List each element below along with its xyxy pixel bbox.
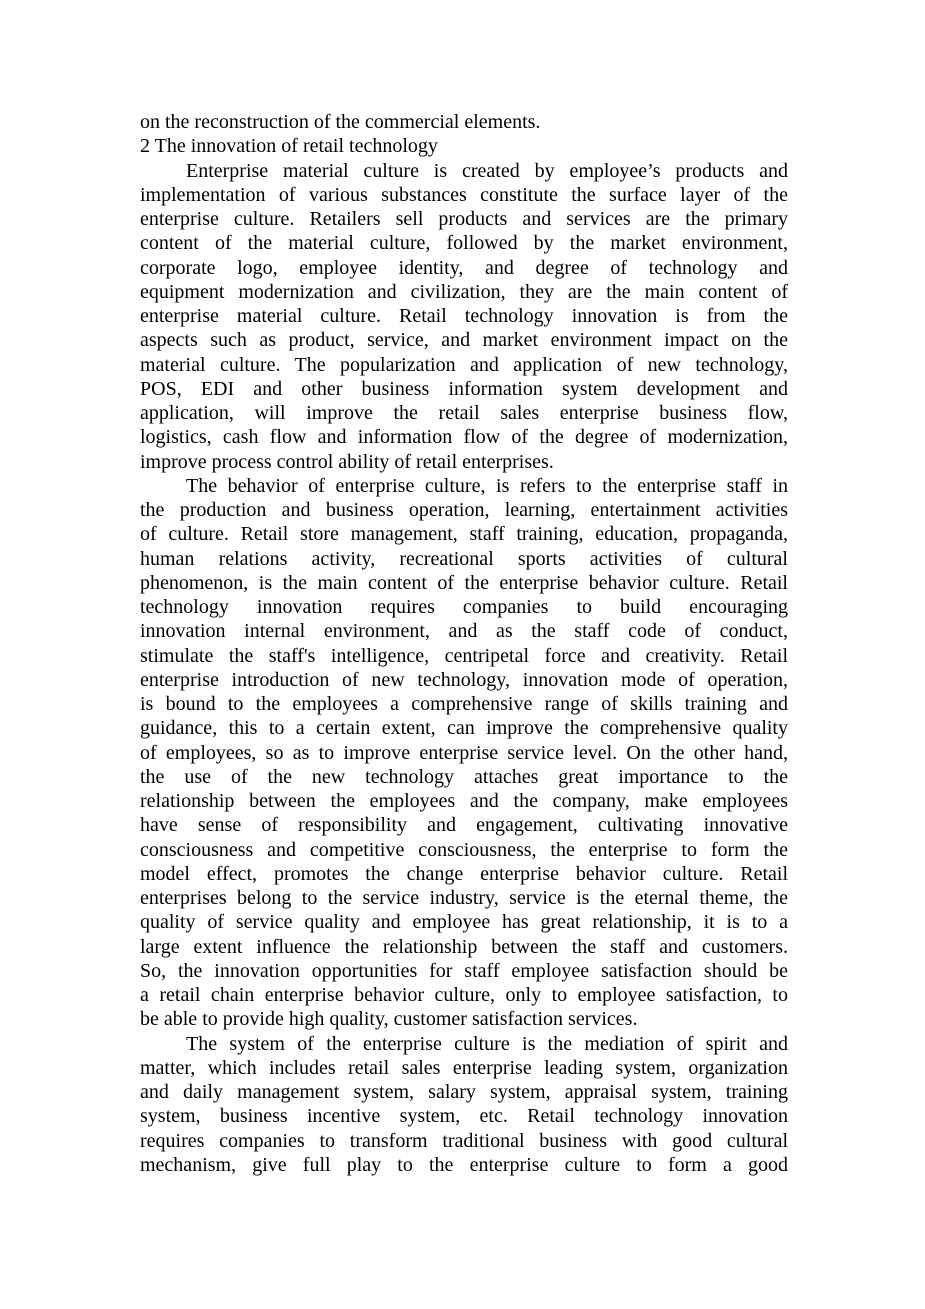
paragraph-line: enterprise culture. Retailers sell products and services are the primary: [140, 208, 788, 230]
paragraph-line: enterprise introduction of new technology, innovation mode of operation,: [140, 668, 788, 691]
paragraph-line: POS, EDI and other business information system development and: [140, 377, 788, 400]
paragraph-line: a retail chain enterprise behavior culture, only to employee satisfaction, to: [140, 984, 788, 1006]
paragraph-line: improve process control ability of retail enterprises.: [140, 450, 554, 473]
paragraph-line: phenomenon, is the main content of the enterprise behavior culture. Retail: [140, 571, 788, 594]
paragraph-line: quality of service quality and employee has great relationship, it is to a: [140, 911, 788, 934]
paragraph-line: relationship between the employees and the company, make employees: [140, 790, 788, 812]
paragraph-line: logistics, cash flow and information flow of the degree of modernization,: [140, 426, 788, 449]
paragraph-line: application, will improve the retail sales enterprise business flow,: [140, 402, 788, 424]
paragraph-line: implementation of various substances constitute the surface layer of the: [140, 183, 788, 206]
text-line: on the reconstruction of the commercial elements.: [140, 111, 541, 133]
paragraph-line: So, the innovation opportunities for staff employee satisfaction should be: [140, 959, 788, 982]
paragraph-line: consciousness and competitive consciousness, the enterprise to form the: [140, 838, 788, 861]
paragraph-line: the use of the new technology attaches great importance to the: [140, 765, 788, 788]
paragraph-line: human relations activity, recreational sports activities of cultural: [140, 547, 788, 570]
paragraph-line: and daily management system, salary system, appraisal system, training: [140, 1081, 788, 1103]
paragraph-line: equipment modernization and civilization, they are the main content of: [140, 280, 788, 303]
paragraph-line: content of the material culture, followed by the market environment,: [140, 232, 788, 255]
paragraph-line: mechanism, give full play to the enterprise culture to form a good: [140, 1153, 788, 1176]
paragraph-line: corporate logo, employee identity, and degree of technology and: [140, 256, 788, 279]
paragraph-line: technology innovation requires companies to build encouraging: [140, 596, 788, 618]
paragraph-line: enterprise material culture. Retail technology innovation is from the: [140, 305, 788, 327]
paragraph-line: aspects such as product, service, and market environment impact on the: [140, 329, 788, 352]
paragraph-line: stimulate the staff's intelligence, centripetal force and creativity. Retail: [140, 644, 788, 667]
paragraph-line: guidance, this to a certain extent, can improve the comprehensive quality: [140, 717, 788, 740]
paragraph-line: be able to provide high quality, customer satisfaction services.: [140, 1008, 638, 1031]
paragraph-line: material culture. The popularization and application of new technology,: [140, 353, 788, 376]
paragraph-line: have sense of responsibility and engagement, cultivating innovative: [140, 814, 788, 837]
paragraph-line: The system of the enterprise culture is the mediation of spirit and: [186, 1032, 788, 1055]
paragraph-line: Enterprise material culture is created by employee’s products and: [186, 159, 788, 182]
document-page: [140, 110, 788, 1177]
paragraph-line: innovation internal environment, and as the staff code of conduct,: [140, 620, 788, 643]
paragraph-line: of employees, so as to improve enterprise service level. On the other hand,: [140, 741, 788, 764]
paragraph-line: matter, which includes retail sales enterprise leading system, organization: [140, 1056, 788, 1079]
paragraph: [140, 474, 788, 1032]
paragraph-line: The behavior of enterprise culture, is refers to the enterprise staff in: [186, 474, 788, 497]
paragraph: [140, 159, 788, 474]
paragraph-line: of culture. Retail store management, staff training, education, propaganda,: [140, 523, 788, 546]
paragraph: [140, 1032, 788, 1178]
paragraph-line: large extent influence the relationship between the staff and customers.: [140, 935, 788, 958]
paragraph-line: model effect, promotes the change enterprise behavior culture. Retail: [140, 862, 788, 885]
paragraph-line: the production and business operation, learning, entertainment activities: [140, 499, 788, 521]
paragraph-line: requires companies to transform traditional business with good cultural: [140, 1129, 788, 1152]
section-heading: 2 The innovation of retail technology: [140, 135, 438, 158]
paragraph-line: enterprises belong to the service industry, service is the eternal theme, the: [140, 887, 788, 909]
paragraph-line: system, business incentive system, etc. Retail technology innovation: [140, 1105, 788, 1128]
paragraph-line: is bound to the employees a comprehensive range of skills training and: [140, 693, 788, 715]
